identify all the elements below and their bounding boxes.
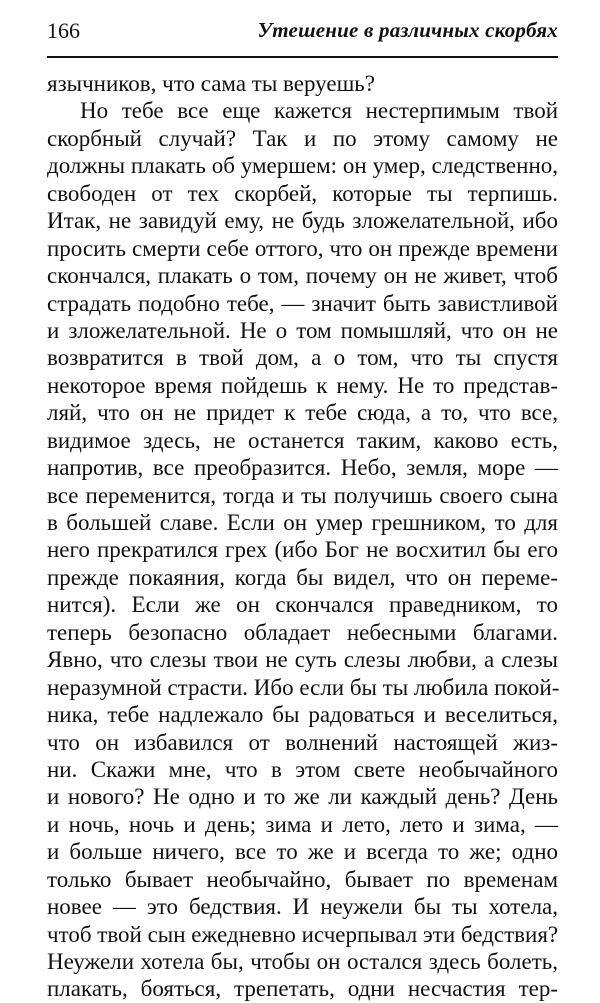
text-line: ни. Скажи мне, что в этом свете необычайного — [47, 756, 558, 782]
text-line: скончался, плакать о том, почему он не живет, чтоб — [47, 263, 558, 289]
text-line: некоторое время пойдешь к нему. Не то представ- — [47, 372, 558, 398]
text-line: страдать подобно тебе, — значит быть завистливой — [47, 290, 558, 316]
text-line: неразумной страсти. Ибо если бы ты любила покой- — [47, 674, 560, 700]
text-line: теперь безопасно обладает небесными благами. — [47, 619, 558, 645]
text-line: язычников, что сама ты веруешь? — [47, 71, 375, 96]
text-line: в большей славе. Если он умер грешником, то для — [47, 510, 558, 535]
text-line: новее — это бедствия. И неужели бы ты хотела, — [47, 894, 558, 920]
text-line: все переменится, тогда и ты получишь своего сына — [47, 482, 558, 508]
text-line: напротив, все преобразится. Небо, земля, море — — [47, 455, 558, 481]
page-number: 166 — [47, 18, 80, 43]
text-line: что он избавился от волнений настоящей жиз- — [47, 729, 558, 755]
text-line: только бывает необычайно, бывает по временам — [47, 866, 558, 892]
text-line: него прекратился грех (ибо Бог не восхитил бы его — [47, 537, 558, 563]
text-line: видимое здесь, не останется таким, каково есть, — [47, 427, 558, 453]
text-line: Но тебе все еще кажется нестерпимым твой — [80, 98, 558, 124]
text-line: свободен от тех скорбей, которые ты терпишь. — [47, 180, 558, 206]
running-header — [47, 14, 558, 54]
text-line: возвратится в твой дом, а о том, что ты спустя — [47, 345, 558, 371]
text-line: просить смерти себе оттого, что он прежде времени — [47, 235, 558, 261]
text-line: и больше ничего, все то же и всегда то же; одно — [47, 839, 558, 865]
text-line: Итак, не завидуй ему, не будь зложелательной, ибо — [47, 208, 558, 234]
text-line: ляй, что он не придет к тебе сюда, а то, что все, — [47, 400, 558, 426]
text-line: Явно, что слезы твои не суть слезы любви, а слезы — [47, 647, 558, 673]
text-line: и нового? Не одно и то же ли каждый день? День — [47, 784, 558, 810]
running-title: Утешение в различных скорбях — [257, 18, 558, 42]
text-line: и зложелательной. Не о том помышляй, что он не — [47, 317, 558, 343]
text-line: скорбный случай? Так и по этому самому не — [47, 125, 558, 151]
text-line: и ночь, ночь и день; зима и лето, лето и зима, — — [47, 811, 558, 837]
header-rule — [47, 56, 558, 58]
text-line: плакать, бояться, трепетать, одни несчастия тер- — [47, 976, 558, 1002]
body-text — [47, 70, 558, 1003]
text-line: нится). Если же он скончался праведником, то — [47, 592, 558, 618]
text-line: ника, тебе надлежало бы радоваться и веселиться, — [47, 702, 558, 728]
text-line: Неужели хотела бы, чтобы он остался здесь болеть, — [47, 949, 558, 974]
text-line: прежде покаяния, когда бы видел, что он переме- — [47, 564, 558, 590]
text-line: чтоб твой сын ежедневно исчерпывал эти бедствия? — [47, 921, 559, 947]
text-line: должны плакать об умершем: он умер, следственно, — [47, 153, 558, 179]
